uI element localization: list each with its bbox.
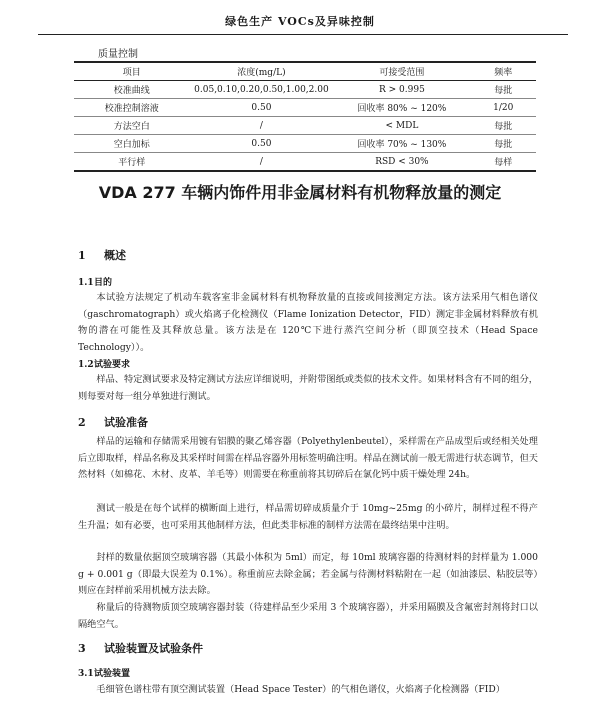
column-header: 可接受范围: [333, 62, 470, 81]
quality-control-table: [74, 61, 536, 172]
table-cell: 0.05,0.10,0.20,0.50,1.00,2.00: [190, 81, 334, 99]
quality-control-caption: 质量控制: [98, 49, 138, 60]
table-cell: 方法空白: [74, 117, 190, 135]
paragraph-sample-cutting: 测试一般是在每个试样的横断面上进行，样品需切碎成质量介于 10mg~25mg 的小碎片，制样过程不得产生升温；如有必要，也可采用其他制样方法，但此类非标准的制样方法需在最终结果中注明。: [78, 503, 538, 531]
document-title: VDA 277 车辆内饰件用非金属材料有机物释放量的测定: [98, 183, 502, 202]
table-header-row: [74, 62, 536, 81]
table-cell: 每批: [471, 81, 536, 99]
table-cell: 平行样: [74, 153, 190, 172]
table-row: [74, 153, 536, 172]
subsection-title: 试验装置: [94, 669, 131, 679]
column-header: 浓度(mg/L): [190, 62, 334, 81]
header-divider: [38, 34, 568, 35]
subsection-title: 目的: [94, 278, 113, 288]
section-number: 1: [78, 249, 86, 262]
table-cell: 校准曲线: [74, 81, 190, 99]
paragraph-sample-storage: 样品的运输和存储需采用镀有铝膜的聚乙烯容器（Polyethylenbeutel），采样需在产品成型后或经相关处理后立即取样，样品名称及其采样时间需在样品容器外用标签明确注明。样品在测试前一般无需进行状态调节，但天然材料（如棉花、木材、皮革、羊毛等）则需要在称重前将其切碎后在氯化钙中质干燥处理 24h。: [78, 436, 538, 481]
table-cell: 回收率 80% ~ 120%: [333, 99, 470, 117]
table-cell: 0.50: [190, 99, 334, 117]
subsection-number: 3.1: [78, 669, 94, 679]
table-cell: R > 0.995: [333, 81, 470, 99]
table-cell: 1/20: [471, 99, 536, 117]
table-cell: /: [190, 117, 334, 135]
table-cell: 每批: [471, 117, 536, 135]
table-row: [74, 117, 536, 135]
table-cell: 空白加标: [74, 135, 190, 153]
paragraph-sample-weighing: 封样的数量依据顶空玻璃容器（其最小体积为 5ml）而定，每 10ml 玻璃容器的待测材料的封样量为 1.000 g + 0.001 g（即最大误差为 0.1%）。称重前应去除金属；若金属与待测材料粘附在一起（如油漆层、粘胶层等）则应在封样前采用机械方法去除。: [78, 552, 538, 597]
subsection-number: 1.1: [78, 278, 94, 288]
subsection-title: 试验要求: [94, 360, 131, 370]
paragraph-apparatus: 毛细管色谱柱带有顶空测试装置（Head Space Tester）的气相色谱仪，火焰离子化检测器（FID）: [96, 684, 505, 695]
section-title: 试验装置及试验条件: [104, 642, 203, 655]
table-row: [74, 81, 536, 99]
section-title: 试验准备: [104, 416, 148, 429]
table-cell: 校准控制溶液: [74, 99, 190, 117]
table-row: [74, 99, 536, 117]
table-cell: RSD < 30%: [333, 153, 470, 172]
paragraph-sample-sealing: 称量后的待测物质顶空玻璃容器封装（待建样品至少采用 3 个玻璃容器），并采用隔膜及含氟密封剂将封口以隔绝空气。: [78, 602, 538, 630]
section-heading-3: [78, 640, 203, 656]
section-title: 概述: [104, 249, 126, 262]
table-cell: 每批: [471, 135, 536, 153]
table-cell: 0.50: [190, 135, 334, 153]
running-header: 绿色生产 VOCs及异味控制: [225, 15, 375, 28]
column-header: 项目: [74, 62, 190, 81]
section-number: 2: [78, 416, 86, 429]
table-cell: < MDL: [333, 117, 470, 135]
table-cell: 每样: [471, 153, 536, 172]
subsection-heading-3-1: [78, 666, 130, 679]
section-heading-1: [78, 247, 126, 263]
column-header: 频率: [471, 62, 536, 81]
table-row: [74, 135, 536, 153]
table-cell: 回收率 70% ~ 130%: [333, 135, 470, 153]
paragraph-requirements: 样品、特定测试要求及特定测试方法应详细说明，并附带图纸或类似的技术文件。如果材料含有不同的组分，则每要对每一组分单独进行测试。: [78, 374, 538, 402]
section-number: 3: [78, 642, 86, 655]
subsection-number: 1.2: [78, 360, 94, 370]
table-cell: /: [190, 153, 334, 172]
section-heading-2: [78, 414, 148, 430]
subsection-heading-1-2: [78, 357, 130, 370]
paragraph-purpose: 本试验方法规定了机动车载客室非金属材料有机物释放量的直接或间接测定方法。该方法采用气相色谱仪（gaschromatograph）或火焰离子化检测仪（Flame Ionization Detector，FID）测定非金属材料释放有机物的潜在可能性及其释放总量。该方法是在 120℃下进行蒸汽空间分析（即顶空技术（Head Space Technology））。: [78, 292, 538, 353]
subsection-heading-1-1: [78, 275, 112, 288]
